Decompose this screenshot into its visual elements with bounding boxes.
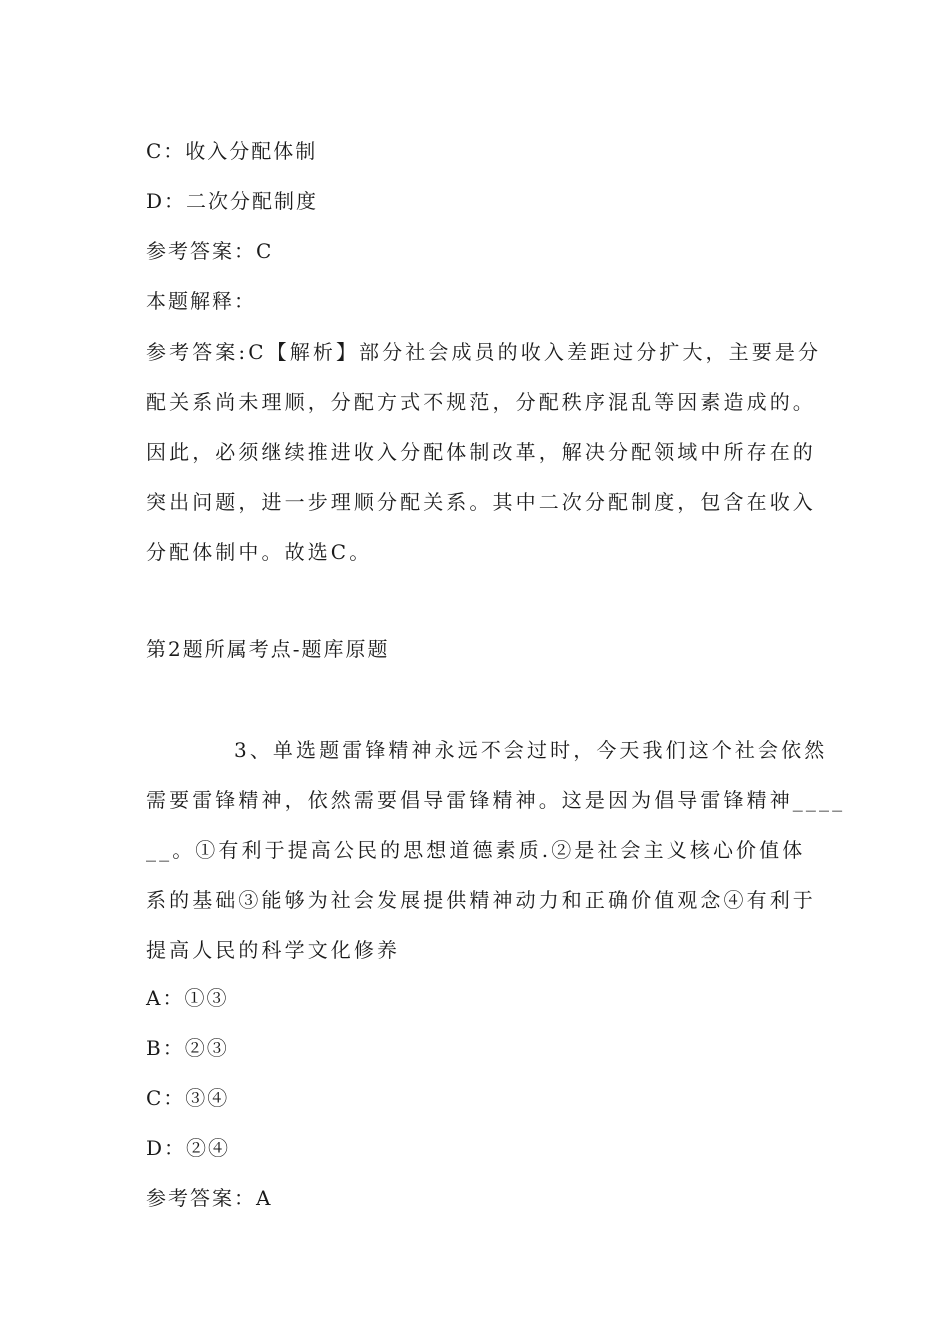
explanation-line: 配关系尚未理顺，分配方式不规范，分配秩序混乱等因素造成的。 <box>146 390 816 414</box>
explanation-line: 突出问题，进一步理顺分配关系。其中二次分配制度，包含在收入 <box>146 490 816 514</box>
q3-option-c: C：③④ <box>146 1086 230 1110</box>
question-line: __。①有利于提高公民的思想道德素质.②是社会主义核心价值体 <box>146 838 806 862</box>
q2-topic: 第2题所属考点-题库原题 <box>146 637 390 661</box>
explanation-line: 分配体制中。故选C。 <box>146 540 373 564</box>
q3-question <box>146 725 846 975</box>
q2-option-d: D：二次分配制度 <box>146 189 319 213</box>
q2-option-c: C：收入分配体制 <box>146 139 318 163</box>
explanation-line: 因此，必须继续推进收入分配体制改革，解决分配领域中所存在的 <box>146 440 816 464</box>
question-line: 系的基础③能够为社会发展提供精神动力和正确价值观念④有利于 <box>146 888 816 912</box>
question-line: 需要雷锋精神，依然需要倡导雷锋精神。这是因为倡导雷锋精神____ <box>146 788 846 812</box>
q3-option-a: A：①③ <box>146 986 229 1010</box>
q3-option-b: B：②③ <box>146 1036 229 1060</box>
q2-explanation-label: 本题解释： <box>146 289 256 313</box>
q3-answer: 参考答案：A <box>146 1186 273 1210</box>
q2-answer: 参考答案：C <box>146 239 274 263</box>
question-line: 3、单选题雷锋精神永远不会过时，今天我们这个社会依然 <box>234 738 828 762</box>
q2-explanation <box>146 327 822 577</box>
q3-option-d: D：②④ <box>146 1136 231 1160</box>
question-line: 提高人民的科学文化修养 <box>146 938 401 962</box>
explanation-line: 参考答案:C【解析】部分社会成员的收入差距过分扩大，主要是分 <box>146 340 822 364</box>
